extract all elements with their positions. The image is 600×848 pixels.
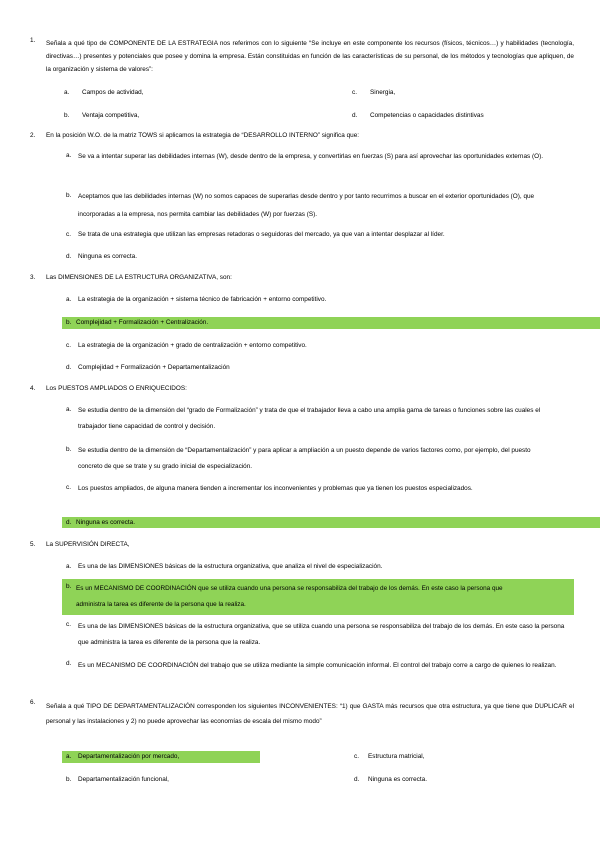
option-text: Es una de las DIMENSIONES básicas de la estructura organizativa, que analiza el nivel de especialización. (78, 563, 383, 570)
option-text: La estrategia de la organización + sistema técnico de fabricación + entorno competitivo. (78, 296, 327, 303)
question-text: Señala a qué tipo de COMPONENTE DE LA ESTRATEGIA nos referimos con lo siguiente “Se incluye en este componente los recursos (físicos, técnicos…) y habilidades (tecnología, directivas…) presentes y potenciales que posee y domina la empresa. Están constituidas en función de las características de su personal, de los métodos y tecnologías que apliquen, de la organización y sistema de valores”: (46, 40, 574, 73)
question-text: Los PUESTOS AMPLIADOS O ENRIQUECIDOS: (46, 385, 187, 392)
option-text: Los puestos ampliados, de alguna manera tienden a incrementar los inconvenientes y problemas que ya tienen los puestos especializados. (78, 485, 473, 492)
option-letter: d. (66, 660, 72, 667)
option-text: Se va a intentar superar las debilidades internas (W), desde dentro de la empresa, y convertirlas en fuerzas (S) para así aprovechar las oportunidades externas (O). (78, 153, 543, 160)
question-number: 5. (30, 541, 36, 548)
option-letter: b. (66, 446, 72, 453)
option-letter: a. (66, 152, 72, 159)
option-text: Se estudia dentro de la dimensión de “Departamentalización” y para aplicar a ampliación a un puesto depende de varios factores como, por ejemplo, del puesto concreto de que se trate y su grado inicial de especialización. (78, 447, 531, 470)
option-text: Campos de actividad, (82, 89, 144, 96)
option-letter: b. (66, 583, 72, 590)
option-text: Departamentalización funcional, (78, 776, 169, 783)
option-letter: d. (66, 519, 72, 526)
question-number: 3. (30, 274, 36, 281)
option-text: Complejidad + Formalización + Departamentalización (78, 364, 230, 371)
option-letter: d. (352, 112, 358, 119)
question-number: 6. (30, 699, 36, 706)
option-letter: b. (66, 192, 72, 199)
option-text: Ninguna es correcta. (76, 519, 135, 526)
option-text: Es un MECANISMO DE COORDINACIÓN que se utiliza cuando una persona se responsabiliza del trabajo de los demás. En este caso la persona que administra la tarea es diferente de la persona que la realiza. (76, 585, 503, 608)
correct-answer-highlight (62, 517, 600, 528)
option-letter: c. (66, 621, 71, 628)
option-text: Es un MECANISMO DE COORDINACIÓN del trabajo que se utiliza mediante la simple comunicación informal. El control del trabajo corre a cargo de quienes lo realizan. (78, 662, 557, 669)
option-letter: a. (66, 753, 72, 760)
option-text: Estructura matricial, (368, 753, 425, 760)
option-letter: c. (66, 231, 71, 238)
option-text: Ninguna es correcta. (368, 776, 427, 783)
option-letter: a. (66, 563, 72, 570)
option-letter: d. (354, 776, 360, 783)
option-text: La estrategia de la organización + grado de centralización + entorno competitivo. (78, 342, 307, 349)
question-text: Las DIMENSIONES DE LA ESTRUCTURA ORGANIZATIVA, son: (46, 274, 232, 281)
option-text: Es una de las DIMENSIONES básicas de la estructura organizativa, que se utiliza cuando una persona se responsabiliza del trabajo de los demás. En este caso la persona que administra la tarea es diferente de la persona que la realiza. (78, 623, 565, 646)
option-text: Se trata de una estrategia que utilizan las empresas retadoras o seguidoras del mercado, ya que van a intentar desplazar al líder. (78, 231, 445, 238)
option-text: Ventaja competitiva, (82, 112, 140, 119)
option-letter: c. (66, 484, 71, 491)
option-letter: a. (66, 406, 72, 413)
option-text: Ninguna es correcta. (78, 253, 137, 260)
option-letter: b. (64, 112, 70, 119)
option-letter: b. (66, 319, 72, 326)
question-text: En la posición W.O. de la matriz TOWS si aplicamos la estrategia de “DESARROLLO INTERNO” significa que: (46, 132, 360, 139)
option-letter: c. (352, 89, 357, 96)
option-text: Sinergia, (370, 89, 396, 96)
option-text: Complejidad + Formalización + Centralización. (76, 319, 209, 326)
option-text: Aceptamos que las debilidades internas (W) no somos capaces de superarlas desde dentro y por tanto recurrimos a buscar en el exterior oportunidades (O), que incorporadas a la empresa, nos permita cambiar las debilidades (W) por fuerzas (S). (78, 193, 535, 218)
option-text: Competencias o capacidades distintivas (370, 112, 484, 119)
question-number: 2. (30, 132, 36, 139)
question-number: 1. (30, 37, 36, 44)
option-letter: a. (66, 296, 72, 303)
option-letter: d. (66, 253, 72, 260)
option-letter: a. (64, 89, 70, 96)
option-letter: c. (354, 753, 359, 760)
question-text: Señala a qué TIPO DE DEPARTAMENTALIZACIÓN corresponden los siguientes INCONVENIENTES: “1) que GASTA más recursos que otra estructura, ya que tiene que DUPLICAR el personal y las instalaciones y 2) no puede aprovechar las economías de escala del mismo modo” (46, 703, 574, 725)
question-text: La SUPERVISIÓN DIRECTA, (46, 541, 130, 548)
option-letter: b. (66, 776, 72, 783)
option-letter: d. (66, 364, 72, 371)
question-number: 4. (30, 385, 36, 392)
option-letter: c. (66, 342, 71, 349)
option-text: Departamentalización por mercado, (78, 753, 180, 760)
option-text: Se estudia dentro de la dimensión del “grado de Formalización” y trata de que el trabajador lleva a cabo una amplia gama de tareas o funciones sobre las cuales el trabajador tiene capacidad de control y decisión. (78, 407, 541, 430)
